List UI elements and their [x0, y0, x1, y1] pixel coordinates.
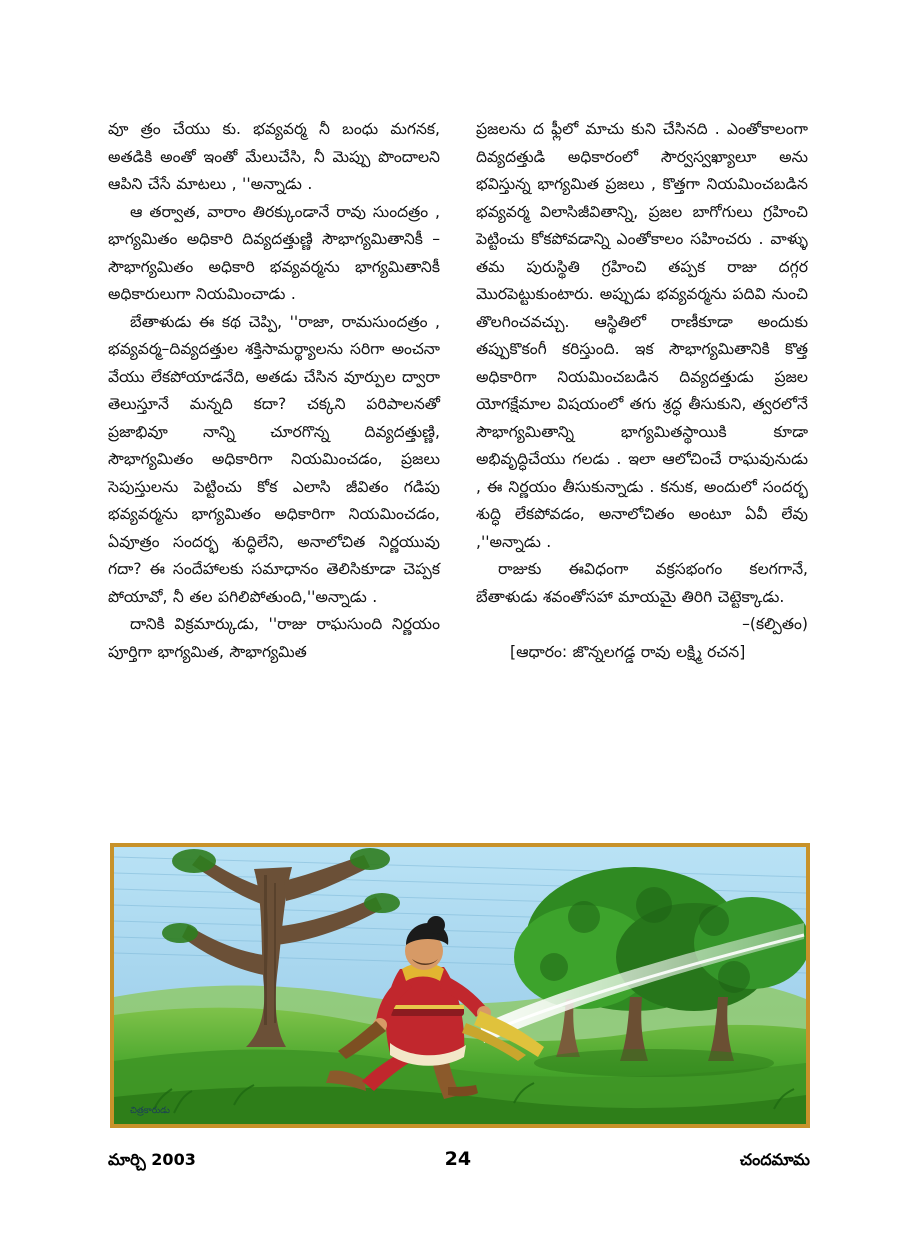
paragraph: దానికి విక్రమార్కుడు, ''రాజు రాఘసుంది నిర్ణయం పూర్తిగా భాగ్యమిత, సౌభాగ్యమిత: [108, 615, 440, 661]
artist-signature: చిత్రకారుడు: [130, 1106, 170, 1116]
source-note: [ఆధారం: జొన్నలగడ్డ రావు లక్ష్మి రచన]: [510, 642, 746, 661]
paragraph: ప్రజలను ద ఫ్లీలో మాచు కుని చేసినది . ఎంతోకాలంగా దివ్యదత్తుడి అధికారంలో సౌర్వస్వఖ్యాలూ అను భవిస్తున్న భాగ్యమిత ప్రజలు , కొత్తగా నియమించబడిన భవ్యవర్మ విలాసిజీవితాన్ని, ప్రజల బాగోగులు గ్రహించి పెట్టించు కోకపోవడాన్ని ఎంతోకాలం సహించరు . వాళ్ళు తమ పురుస్థితి గ్రహించి తప్పక రాజు దగ్గర మొరపెట్టుకుంటారు. అప్పుడు భవ్యవర్మను పదివి నుంచి తొలగించవచ్చు. ఆస్థితిలో రాణీకూడా అందుకు తప్పుకొకంగీ కరిస్తుంది. ఇక సౌభాగ్యమితానికి కొత్త అధికారిగా నియమించబడిన దివ్యదత్తుడు ప్రజల యోగక్షేమాల విషయంలో తగు శ్రద్ధ తీసుకుని, త్వరలోనే సౌభాగ్యమితాన్ని భాగ్యమితస్థాయికి కూడా అభివృద్ధిచేయు గలడు . ఇలా ఆలోచించే రాఘవునుడు , ఈ నిర్ణయం తీసుకున్నాడు . కనుక, అందులో సందర్భ శుద్ధి లేకపోవడం, అనాలోచితం అంటూ ఏవీ లేవు ,''అన్నాడు .: [476, 120, 808, 551]
issue-date: మార్చి 2003: [108, 1150, 196, 1169]
paragraph: వూ త్రం చేయు కు. భవ్యవర్మ నీ బంధు మగనక, అతడికి అంతో ఇంతో మేలుచేసి, నీ మెప్పు పొందాలని ఆపిని చేసే మాటలు , ''అన్నాడు .: [108, 120, 440, 193]
page-number: 24: [444, 1148, 472, 1170]
paragraph: బేతాళుడు ఈ కథ చెప్పి, ''రాజా, రామసుందత్రం , భవ్యవర్మ–దివ్యదత్తుల శక్తిసామర్థ్యాలను సరిగా అంచనా వేయు లేకపోయాడనేది, అతడు చేసిన వూర్పుల ద్వారా తెలుస్తూనే మన్నది కదా? చక్కని పరిపాలనతో ప్రజాభివూ నాన్ని చూరగొన్న దివ్యదత్తుణ్ణి, సౌభాగ్యమితం అధికారిగా నియమించడం, ప్రజలు సెపుస్తులను పెట్టించు కోక ఎలాసి జీవితం గడిపు భవ్యవర్మను భాగ్యమితం అధికారిగా నియమించడం, ఏవూత్రం సందర్భ శుద్ధిలేని, అనాలోచిత నిర్ణయువు గదా? ఈ సందేహాలకు సమాధానం తెలిసికూడా చెప్పక పోయావో, నీ తల పగిలిపోతుంది,''అన్నాడు .: [108, 312, 440, 606]
story-credit: –(కల్పితం): [742, 615, 808, 633]
story-illustration: [110, 843, 810, 1128]
paragraph: రాజుకు ఈవిధంగా వక్రసభంగం కలగగానే, బేతాళుడు శవంతోసహా మాయమై తిరిగి చెట్టెక్కాడు.: [476, 560, 808, 606]
paragraph: ఆ తర్వాత, వారాం తిరక్కుండానే రావు సుందత్రం , భాగ్యమితం అధికారి దివ్యదత్తుణ్ణి సౌభాగ్యమితానికీ – సౌభాగ్యమితం అధికారి భవ్యవర్మను భాగ్యమితానికీ అధికారులుగా నియమించాడు .: [108, 202, 440, 303]
magazine-name: చందమామ: [739, 1150, 810, 1169]
right-column: [476, 116, 808, 666]
left-column: [108, 116, 440, 666]
page-footer: [108, 1148, 810, 1173]
illustration-artwork: [114, 847, 806, 1124]
text-columns: [108, 116, 808, 666]
